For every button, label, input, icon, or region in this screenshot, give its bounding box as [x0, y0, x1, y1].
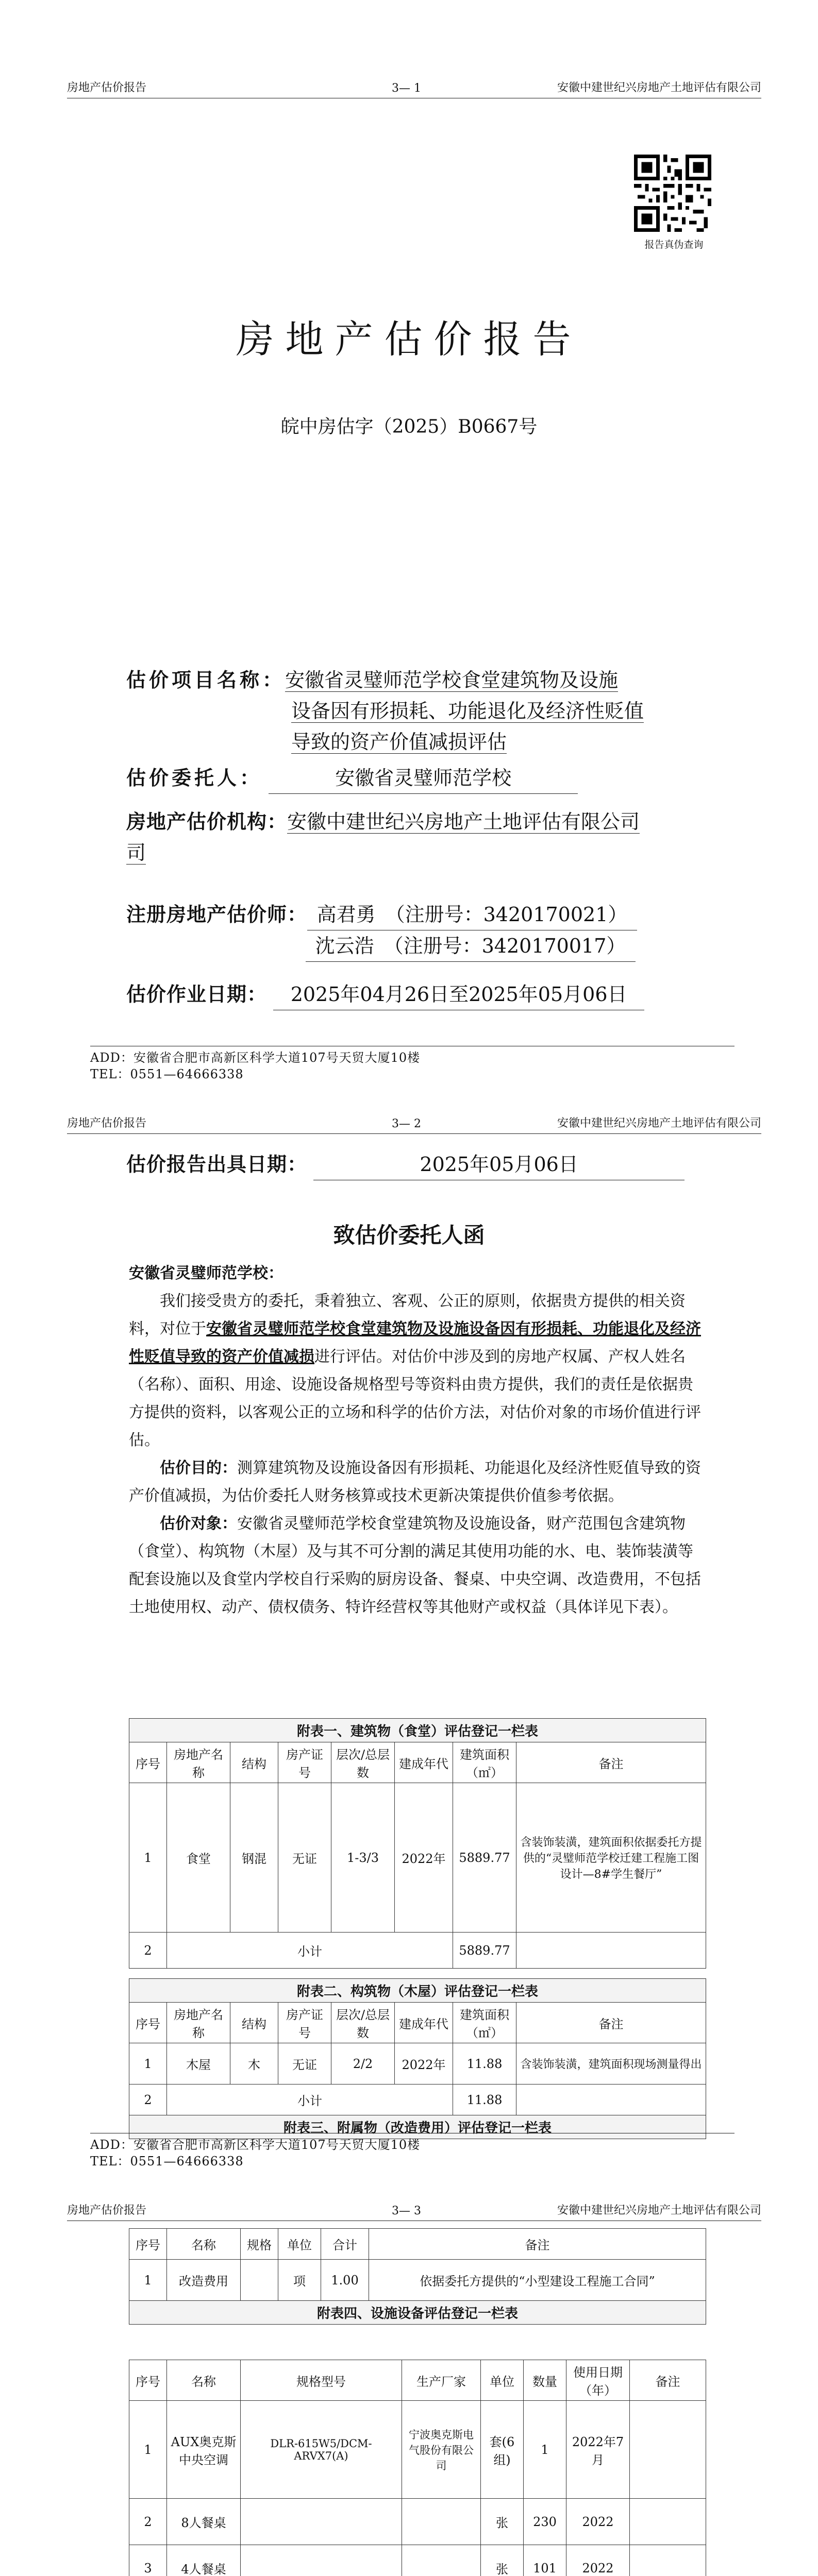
agency-label: 房地产估价机构： [126, 810, 288, 833]
table-row: 3 4人餐桌 张 101 2022 [129, 2545, 706, 2576]
page-footer [90, 2133, 734, 2170]
table-row: 2 小计 11.88 [129, 2084, 706, 2115]
header-left: 房地产估价报告 [67, 2204, 147, 2217]
page-1 [0, 0, 818, 1097]
client-row [126, 762, 714, 794]
project-label: 估价项目名称： [126, 668, 286, 691]
page-header [67, 2200, 761, 2221]
page-header [67, 1113, 761, 1134]
salutation: 安徽省灵璧师范学校： [129, 1264, 283, 1282]
table-attachments [129, 2228, 706, 2325]
table-row: 2 小计 5889.77 [129, 1933, 706, 1969]
letter-title: 致估价委托人函 [333, 1223, 485, 1248]
header-right: 安徽中建世纪兴房地产土地评估有限公司 [557, 1117, 761, 1130]
qr-code[interactable] [634, 155, 711, 232]
table-header-row: 序号 名称 规格型号 生产厂家 单位 数量 使用日期（年） 备注 [129, 2360, 706, 2401]
table-caption: 附表二、构筑物（木屋）评估登记一栏表 [129, 1979, 706, 2003]
appraiser-2: 沈云浩 （注册号：3420170017） [306, 930, 636, 962]
workdate-label: 估价作业日期： [126, 982, 268, 1006]
table-row: 1 AUX奥克斯中央空调 DLR-615W5/DCM-ARVX7(A) 宁波奥克斯电气股份有限公司 套(6组) 1 2022年7月 [129, 2401, 706, 2499]
client-value: 安徽省灵璧师范学校 [269, 762, 578, 794]
table-header-row: 序号 房地产名称 结构 房产证号 层次/总层数 建成年代 建筑面积（㎡） 备注 [129, 1742, 706, 1783]
footer-tel: TEL：0551—64666338 [90, 2154, 244, 2168]
table-buildings [129, 1718, 706, 1969]
table-caption: 附表四、设施设备评估登记一栏表 [129, 2301, 706, 2325]
table-structures [129, 1978, 706, 2139]
table-header-row: 序号 房地产名称 结构 房产证号 层次/总层数 建成年代 建筑面积（㎡） 备注 [129, 2003, 706, 2043]
report-number: 皖中房估字（2025）B0667号 [280, 416, 538, 437]
table-row: 1 木屋 木 无证 2/2 2022年 11.88 含装饰装潢，建筑面积现场测量得出 [129, 2043, 706, 2084]
page-2 [0, 1103, 818, 2190]
project-line-2: 设备因有形损耗、功能退化及经济性贬值 [291, 700, 644, 722]
agency-value: 安徽中建世纪兴房地产土地评估有限公司 [287, 810, 640, 833]
header-left: 房地产估价报告 [67, 1117, 147, 1130]
agency-row [126, 806, 714, 868]
page-footer [90, 1046, 734, 1082]
header-left: 房地产估价报告 [67, 81, 147, 94]
workdate-value: 2025年04月26日至2025年05月06日 [273, 979, 644, 1010]
page-header [67, 77, 761, 98]
client-label: 估价委托人： [126, 766, 263, 789]
header-page-number: 3— 1 [392, 82, 421, 95]
agency-tail: 司 [126, 841, 146, 864]
page-3 [0, 2190, 818, 2576]
qr-caption: 报告真伪查询 [644, 239, 704, 250]
paragraph-object: 估价对象：安徽省灵璧师范学校食堂建筑物及设施设备，财产范围包含建筑物（食堂）、构筑物（木屋）及与其不可分割的满足其使用功能的水、电、装饰装潢等配套设施以及食堂内学校自行采购的厨房设备、餐桌、中央空调、改造费用，不包括土地使用权、动产、债权债务、特许经营权等其他财产或权益（具体详见下表）。 [129, 1515, 701, 1616]
header-right: 安徽中建世纪兴房地产土地评估有限公司 [557, 2204, 761, 2217]
issue-date-row [126, 1149, 714, 1180]
letter-body [129, 1260, 706, 1621]
table-row: 2 8人餐桌 张 230 2022 [129, 2499, 706, 2545]
footer-address: ADD：安徽省合肥市高新区科学大道107号天贸大厦10楼 [90, 1050, 421, 1065]
workdate-row [126, 979, 714, 1010]
report-title: 房地产估价报告 [236, 317, 582, 362]
issue-date-label: 估价报告出具日期： [126, 1153, 308, 1176]
footer-address: ADD：安徽省合肥市高新区科学大道107号天贸大厦10楼 [90, 2138, 421, 2152]
header-page-number: 3— 2 [392, 1117, 421, 1130]
table-header-row: 序号 名称 规格 单位 合计 备注 [129, 2229, 706, 2260]
appraiser-row [126, 899, 714, 962]
footer-tel: TEL：0551—64666338 [90, 1067, 244, 1081]
project-line-1: 安徽省灵璧师范学校食堂建筑物及设施 [285, 669, 619, 691]
table-equipment [129, 2360, 706, 2576]
table-caption: 附表一、建筑物（食堂）评估登记一栏表 [129, 1719, 706, 1742]
appraiser-1: 高君勇 （注册号：3420170021） [307, 899, 637, 930]
table-caption: 附表三、附属物（改造费用）评估登记一栏表 [129, 2115, 706, 2139]
table-row: 1 改造费用 项 1.00 依据委托方提供的“小型建设工程施工合同” [129, 2260, 706, 2301]
issue-date-value: 2025年05月06日 [313, 1149, 685, 1180]
table-row: 1 食堂 钢混 无证 1-3/3 2022年 5889.77 含装饰装潢，建筑面积依据委托方提供的“灵璧师范学校迁建工程施工图设计—8#学生餐厅” [129, 1783, 706, 1933]
project-line-3: 导致的资产价值减损评估 [291, 731, 507, 753]
header-right: 安徽中建世纪兴房地产土地评估有限公司 [557, 81, 761, 94]
appraiser-label: 注册房地产估价师： [126, 903, 308, 926]
project-block [126, 665, 714, 757]
paragraph-purpose: 估价目的：测算建筑物及设施设备因有形损耗、功能退化及经济性贬值导致的资产价值减损，为估价委托人财务核算或技术更新决策提供价值参考依据。 [129, 1459, 701, 1505]
paragraph-intro: 我们接受贵方的委托，秉着独立、客观、公正的原则，依据贵方提供的相关资料，对位于安徽省灵璧师范学校食堂建筑物及设施设备因有形损耗、功能退化及经济性贬值导致的资产价值减损进行评估。对估价中涉及到的房地产权属、产权人姓名（名称）、面积、用途、设施设备规格型号等资料由贵方提供，我们的责任是依据贵方提供的资料，以客观公正的立场和科学的估价方法，对估价对象的市场价值进行评估。 [129, 1292, 701, 1449]
header-page-number: 3— 3 [392, 2205, 421, 2217]
